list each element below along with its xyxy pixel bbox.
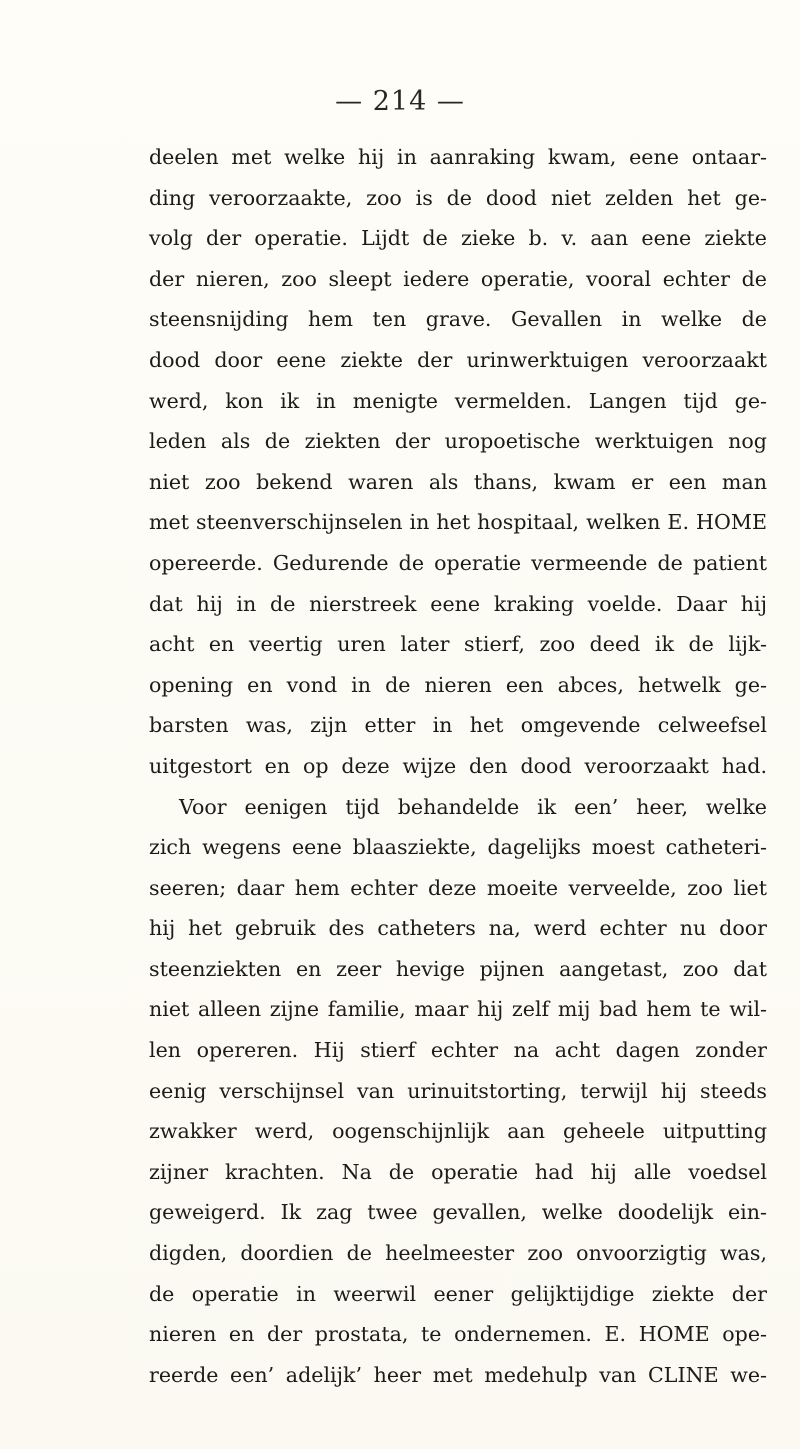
- text-line: acht en veertig uren later stierf, zoo deed ik de lijk-: [149, 632, 767, 657]
- text-line: niet zoo bekend waren als thans, kwam er een man: [149, 469, 767, 494]
- text-line: zwakker werd, oogenschijnlijk aan geheele uitputting: [149, 1119, 767, 1144]
- text-line: opening en vond in de nieren een abces, hetwelk ge-: [149, 672, 767, 697]
- text-line: barsten was, zijn etter in het omgevende celweefsel: [149, 713, 767, 738]
- text-line: steenziekten en zeer hevige pijnen aangetast, zoo dat: [149, 956, 767, 981]
- text-line: dat hij in de nierstreek eene kraking voelde. Daar hij: [149, 591, 767, 616]
- text-line: digden, doordien de heelmeester zoo onvoorzigtig was,: [149, 1241, 767, 1266]
- text-line: steensnijding hem ten grave. Gevallen in welke de: [149, 307, 767, 332]
- text-line: werd, kon ik in menigte vermelden. Langen tijd ge-: [149, 388, 767, 413]
- text-line: dood door eene ziekte der urinwerktuigen veroorzaakt: [149, 347, 767, 372]
- text-line: de operatie in weerwil eener gelijktijdige ziekte der: [149, 1281, 767, 1306]
- text-line: uitgestort en op deze wijze den dood veroorzaakt had.: [149, 753, 767, 778]
- page-number: — 214 —: [335, 86, 465, 117]
- text-line: eenig verschijnsel van urinuitstorting, terwijl hij steeds: [149, 1078, 767, 1103]
- text-line: leden als de ziekten der uropoetische werktuigen nog: [149, 429, 767, 454]
- text-line: der nieren, zoo sleept iedere operatie, vooral echter de: [149, 266, 767, 291]
- body-text: [149, 137, 767, 1395]
- text-line: ding veroorzaakte, zoo is de dood niet zelden het ge-: [149, 185, 767, 210]
- text-line: Voor eenigen tijd behandelde ik een’ heer, welke: [179, 794, 767, 819]
- text-line: reerde een’ adelijk’ heer met medehulp van CLINE we-: [149, 1362, 767, 1387]
- text-line: deelen met welke hij in aanraking kwam, eene ontaar-: [149, 145, 767, 169]
- text-line: zich wegens eene blaasziekte, dagelijks moest catheteri-: [149, 835, 767, 860]
- text-line: opereerde. Gedurende de operatie vermeende de patient: [149, 550, 767, 575]
- text-line: zijner krachten. Na de operatie had hij alle voedsel: [149, 1159, 767, 1184]
- text-line: seeren; daar hem echter deze moeite verveelde, zoo liet: [149, 875, 767, 900]
- text-line: volg der operatie. Lijdt de zieke b. v. aan eene ziekte: [149, 226, 767, 251]
- text-line: nieren en der prostata, te ondernemen. E. HOME ope-: [149, 1322, 767, 1347]
- text-line: len opereren. Hij stierf echter na acht dagen zonder: [149, 1038, 767, 1063]
- text-line: hij het gebruik des catheters na, werd echter nu door: [149, 916, 767, 941]
- text-line: geweigerd. Ik zag twee gevallen, welke doodelijk ein-: [149, 1200, 767, 1225]
- text-line: niet alleen zijne familie, maar hij zelf mij bad hem te wil-: [149, 997, 767, 1022]
- text-line: met steenverschijnselen in het hospitaal, welken E. HOME: [149, 510, 767, 535]
